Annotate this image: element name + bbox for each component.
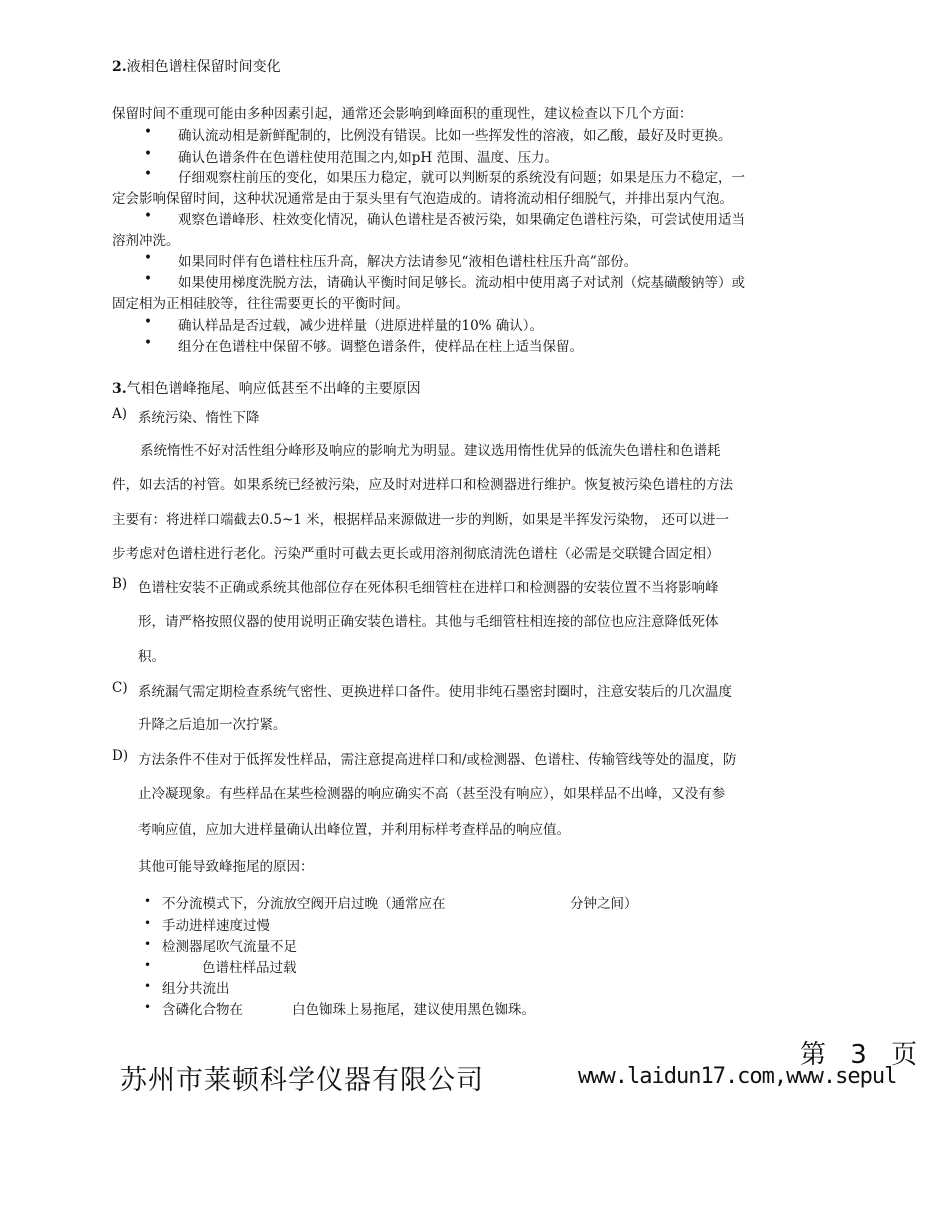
other-causes-title: 其他可能导致峰拖尾的原因： <box>138 859 314 875</box>
bullet-item-1: 确认流动相是新鲜配制的，比例没有错误。比如一些挥发性的溶液，如乙酸，最好及时更换。 <box>178 128 732 144</box>
bullet-item-7: 确认样品是否过载，减少进样量（进原进样量的10% 确认）。 <box>178 318 544 334</box>
bullet-marker: • <box>144 314 152 330</box>
footer-website: www.laidun17.com,www.sepul <box>578 1064 897 1089</box>
section-3-number: 3. <box>112 381 127 397</box>
bullet-marker: • <box>144 1000 152 1014</box>
section-3-title: 气相色谱峰拖尾、响应低甚至不出峰的主要原因 <box>126 381 421 397</box>
other-item-1-part-2: 分钟之间） <box>570 896 638 912</box>
bullet-marker: • <box>144 916 152 930</box>
item-a-label: A) <box>112 406 128 422</box>
item-c-label: C) <box>112 680 128 696</box>
section-2-heading <box>112 56 281 76</box>
item-c-line-1: 系统漏气需定期检查系统气密性、更换进样口备件。使用非纯石墨密封圈时，注意安装后的几次温度 <box>138 684 732 700</box>
item-c-line-2: 升降之后追加一次拧紧。 <box>138 717 287 733</box>
bullet-marker: • <box>144 124 152 140</box>
page-number: 第 3 页 <box>800 1040 926 1070</box>
bullet-marker: • <box>144 335 152 351</box>
other-item-6-part-1: 含磷化合物在 <box>162 1002 243 1018</box>
item-d-line-1: 方法条件不佳对于低挥发性样品，需注意提高进样口和/或检测器、色谱柱、传输管线等处的温度，防 <box>138 752 737 768</box>
bullet-marker: • <box>144 979 152 993</box>
section-2-number: 2. <box>112 59 127 75</box>
bullet-item-8: 组分在色谱柱中保留不够。调整色谱条件，使样品在柱上适当保留。 <box>178 339 583 355</box>
bullet-marker: • <box>144 208 152 224</box>
item-a-para-line-4: 步考虑对色谱柱进行老化。污染严重时可截去更长或用溶剂彻底清洗色谱柱（必需是交联键合固定相） <box>112 546 720 562</box>
item-a-para-line-2: 件，如去活的衬管。如果系统已经被污染，应及时对进样口和检测器进行维护。恢复被污染色谱柱的方法 <box>112 477 733 493</box>
bullet-marker: • <box>144 958 152 972</box>
section-3-heading <box>112 378 421 398</box>
item-d-label: D) <box>112 748 129 764</box>
bullet-item-5: 如果同时伴有色谱柱柱压升高，解决方法请参见“液相色谱柱柱压升高”部份。 <box>178 254 638 270</box>
bullet-marker: • <box>144 146 152 162</box>
item-b-label: B) <box>112 576 128 592</box>
item-b-line-1: 色谱柱安装不正确或系统其他部位存在死体积毛细管柱在进样口和检测器的安装位置不当将影响峰 <box>138 580 719 596</box>
item-b-line-2: 形，请严格按照仪器的使用说明正确安装色谱柱。其他与毛细管柱相连接的部位也应注意降低死体 <box>138 614 719 630</box>
other-item-1-part-1: 不分流模式下，分流放空阀开启过晚（通常应在 <box>162 896 446 912</box>
other-item-6-part-2: 白色铷珠上易拖尾，建议使用黑色铷珠。 <box>292 1002 535 1018</box>
other-item-5: 组分共流出 <box>162 981 230 997</box>
bullet-marker: • <box>144 937 152 951</box>
section-2-intro: 保留时间不重现可能由多种因素引起，通常还会影响到峰面积的重现性，建议检查以下几个方面： <box>112 106 693 122</box>
bullet-item-2: 确认色谱条件在色谱柱使用范围之内,如pH 范围、温度、压力。 <box>178 150 558 166</box>
footer-company-name: 苏州市莱顿科学仪器有限公司 <box>120 1065 484 1096</box>
other-item-3: 检测器尾吹气流量不足 <box>162 939 297 955</box>
item-a-title: 系统污染、惰性下降 <box>138 410 260 426</box>
item-a-para-line-3: 主要有：将进样口端截去0.5~1 米，根据样品来源做进一步的判断，如果是半挥发污染物， 还可以进一 <box>112 512 729 528</box>
bullet-marker: • <box>144 250 152 266</box>
item-d-line-2: 止冷凝现象。有些样品在某些检测器的响应确实不高（甚至没有响应），如果样品不出峰，又没有参 <box>138 786 726 802</box>
bullet-item-4-line-2: 溶剂冲洗。 <box>112 233 180 249</box>
bullet-item-6-line-1: 如果使用梯度洗脱方法，请确认平衡时间足够长。流动相中使用离子对试剂（烷基磺酸钠等）或 <box>178 275 745 291</box>
bullet-marker: • <box>144 271 152 287</box>
other-item-2: 手动进样速度过慢 <box>162 918 270 934</box>
bullet-item-3-line-2: 定会影响保留时间，这种状况通常是由于泵头里有气泡造成的。请将流动相仔细脱气，并排出泵内气泡。 <box>112 191 733 207</box>
item-a-para-line-1: 系统惰性不好对活性组分峰形及响应的影响尤为明显。建议选用惰性优异的低流失色谱柱和色谱耗 <box>140 443 721 459</box>
other-item-4-part-2: 色谱柱样品过载 <box>202 960 297 976</box>
bullet-marker: • <box>144 894 152 908</box>
section-2-title: 液相色谱柱保留时间变化 <box>126 59 281 75</box>
bullet-item-3-line-1: 仔细观察柱前压的变化，如果压力稳定，就可以判断泵的系统没有问题；如果是压力不稳定，一 <box>178 170 745 186</box>
bullet-item-6-line-2: 固定相为正相硅胶等，往往需要更长的平衡时间。 <box>112 296 409 312</box>
bullet-item-4-line-1: 观察色谱峰形、柱效变化情况，确认色谱柱是否被污染，如果确定色谱柱污染，可尝试使用适当 <box>178 212 745 228</box>
item-d-line-3: 考响应值，应加大进样量确认出峰位置，并利用标样考查样品的响应值。 <box>138 822 570 838</box>
bullet-marker: • <box>144 166 152 182</box>
item-b-line-3: 积。 <box>138 649 165 665</box>
